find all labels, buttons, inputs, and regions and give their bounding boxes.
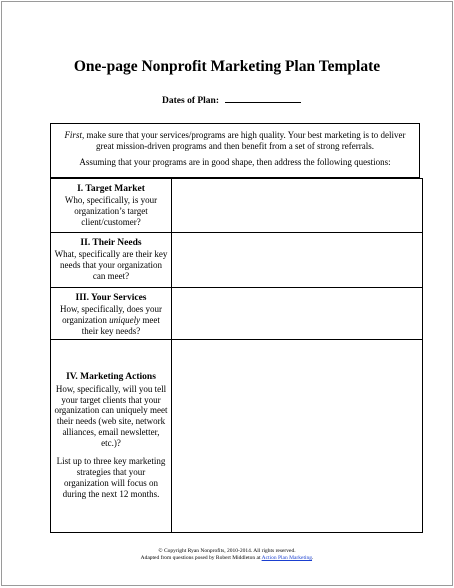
- intro-first-word: First: [64, 130, 82, 140]
- dates-blank-line[interactable]: [225, 93, 301, 103]
- document-title: One-page Nonprofit Marketing Plan Template: [73, 58, 381, 75]
- question-cell: [51, 179, 172, 233]
- answer-cell-marketing-actions[interactable]: [172, 340, 423, 533]
- intro-box: [50, 123, 420, 178]
- section-question: How, specifically, will you tell your target clients that your organization can uniquely meet their needs (web site, network alliances, email newsletter, etc.)?: [54, 383, 168, 448]
- section-heading: II. Their Needs: [80, 238, 142, 248]
- plan-table: [50, 178, 423, 533]
- question-cell: [51, 233, 172, 288]
- question-cell: [51, 340, 172, 533]
- intro-line1-text: , make sure that your services/programs are high quality. Your best marketing is to deliver great mission-driven programs and then benefit from a set of strong referrals.: [81, 130, 406, 151]
- section-question: [54, 304, 168, 336]
- dates-of-plan: [162, 93, 301, 106]
- question-emphasis: uniquely: [109, 315, 141, 326]
- attribution-text: Adapted from questions posed by Robert Middleton at: [140, 554, 262, 561]
- intro-paragraph-2: Assuming that your programs are in good shape, then address the following questions:: [79, 156, 391, 167]
- section-heading: I. Target Market: [77, 184, 145, 194]
- table-row: [51, 179, 423, 233]
- question-text-part: meet their key needs?: [81, 315, 160, 336]
- section-heading: IV. Marketing Actions: [66, 372, 156, 383]
- section-question: What, specifically are their key needs that your organization can meet?: [54, 249, 168, 281]
- attribution-suffix: .: [312, 554, 314, 561]
- answer-cell-target-market[interactable]: [172, 179, 423, 233]
- question-cell: [51, 288, 172, 340]
- table-row: [51, 340, 423, 533]
- table-row: [51, 233, 423, 288]
- question-text-part: How, specifically, does your organization: [59, 304, 163, 326]
- section-question: Who, specifically, is your organization’s target client/customer?: [64, 195, 158, 227]
- footer: [2, 548, 452, 562]
- intro-paragraph-1: [61, 130, 409, 152]
- copyright-text: © Copyright Ryan Nonprofits, 2010-2014. All rights reserved.: [158, 548, 296, 554]
- section-note: List up to three key marketing strategies that your organization will focus on during the next 12 months.: [56, 456, 166, 499]
- section-heading: III. Your Services: [75, 293, 147, 303]
- answer-cell-your-services[interactable]: [172, 288, 423, 340]
- document-page: [1, 1, 453, 586]
- answer-cell-their-needs[interactable]: [172, 233, 423, 288]
- dates-label: Dates of Plan:: [162, 96, 219, 106]
- table-row: [51, 288, 423, 340]
- action-plan-marketing-link[interactable]: Action Plan Marketing: [261, 554, 313, 561]
- attribution: [2, 555, 452, 562]
